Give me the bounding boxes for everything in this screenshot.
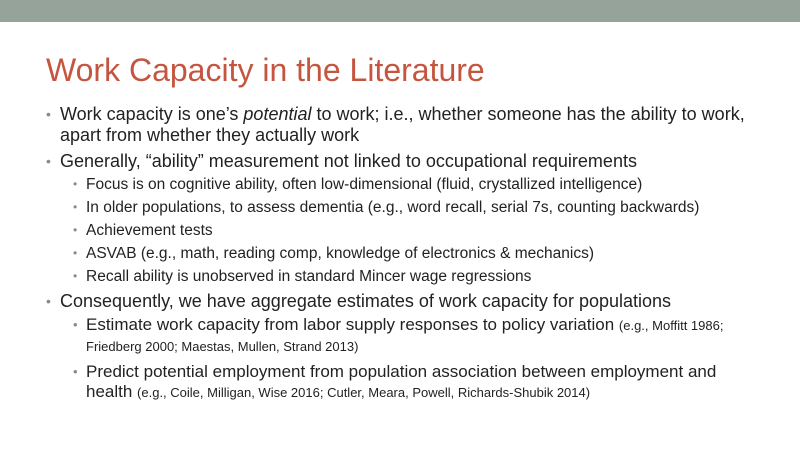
sub-bullet-recall-ability: • Recall ability is unobserved in standard Mincer wage regressions: [60, 267, 766, 286]
bullet-text: to work; i.e., whether someone has the ability to work, apart from whether they actually work: [60, 104, 745, 145]
sub-bullet-dementia: • In older populations, to assess dementia (e.g., word recall, serial 7s, counting backwards): [60, 198, 766, 217]
bullet-text: Consequently, we have aggregate estimates of work capacity for populations: [60, 291, 672, 311]
sub-bullet-asvab: • ASVAB (e.g., math, reading comp, knowledge of electronics & mechanics): [60, 244, 766, 263]
sub-bullet-list: [60, 315, 766, 403]
bullet-list: [46, 104, 766, 408]
sub-bullet-labor-supply: [60, 315, 766, 357]
emphasis-potential: potential: [243, 104, 312, 124]
sub-bullet-achievement-tests: • Achievement tests: [60, 221, 766, 240]
sub-bullet-text: Estimate work capacity from labor supply responses to policy variation: [86, 315, 619, 334]
bullet-aggregate-estimates: [46, 291, 766, 403]
bullet-ability-measurement: [46, 151, 766, 286]
bullet-work-capacity-definition: [46, 104, 766, 146]
bullet-text: Work capacity is one’s: [60, 104, 244, 124]
sub-bullet-list: [60, 175, 766, 286]
citation: (e.g., Moffitt 1986; Friedberg 2000; Maestas, Mullen, Strand 2013): [86, 318, 724, 354]
bullet-text: Generally, “ability” measurement not linked to occupational requirements: [60, 151, 637, 171]
citation: (e.g., Coile, Milligan, Wise 2016; Cutler, Meara, Powell, Richards-Shubik 2014): [137, 385, 591, 400]
top-accent-bar: [0, 0, 800, 22]
sub-bullet-potential-employment: [60, 362, 766, 403]
slide-title: Work Capacity in the Literature: [46, 52, 485, 88]
sub-bullet-text: Predict potential employment from population association between employment and health: [86, 362, 717, 401]
sub-bullet-cognitive-ability: • Focus is on cognitive ability, often low-dimensional (fluid, crystallized intelligence): [60, 175, 766, 194]
